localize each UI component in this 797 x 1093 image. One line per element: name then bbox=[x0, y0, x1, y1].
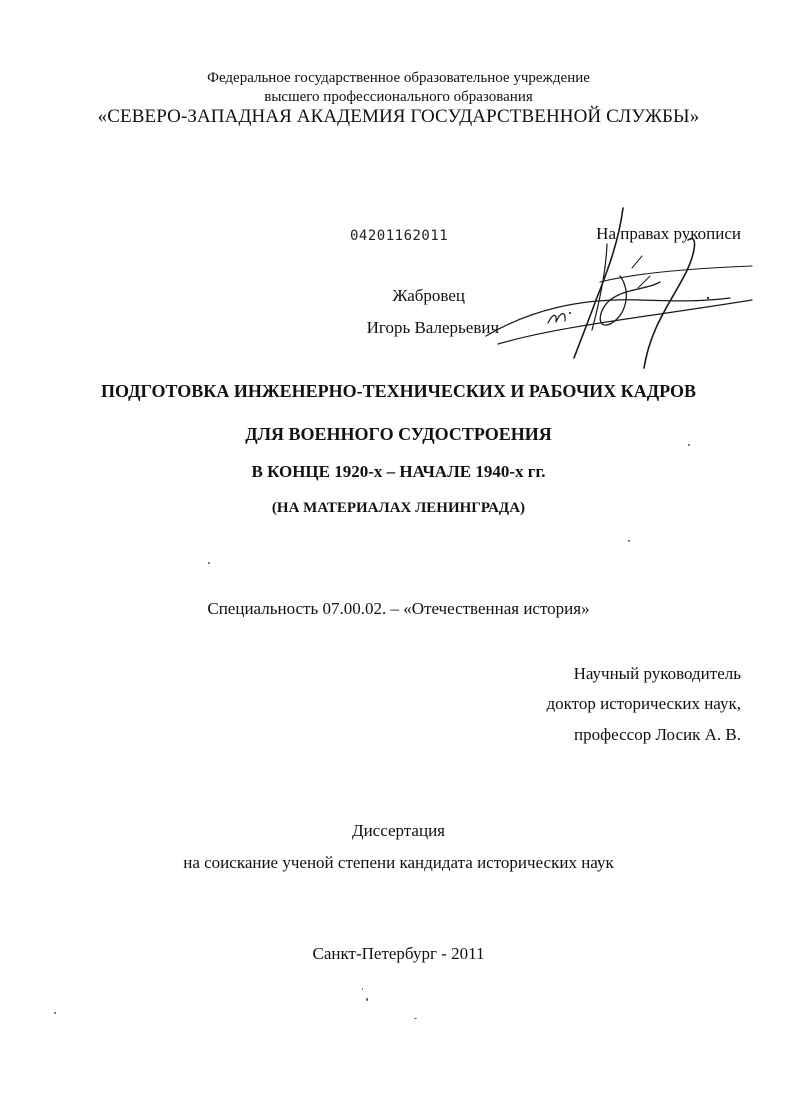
supervisor-degree: доктор исторических наук, bbox=[546, 694, 741, 713]
scan-speck bbox=[414, 1018, 417, 1019]
dissertation-title-line-1: ПОДГОТОВКА ИНЖЕНЕРНО-ТЕХНИЧЕСКИХ И РАБОЧИХ КАДРОВ bbox=[101, 381, 696, 401]
city-and-year: Санкт-Петербург - 2011 bbox=[312, 944, 485, 963]
supervisor-role: Научный руководитель bbox=[573, 664, 741, 683]
dissertation-title-line-3: В КОНЦЕ 1920-х – НАЧАЛЕ 1940-х гг. bbox=[251, 462, 546, 481]
document-number: 04201162011 bbox=[350, 228, 449, 244]
scan-speck bbox=[362, 988, 363, 990]
work-purpose: на соискание ученой степени кандидата исторических наук bbox=[183, 853, 614, 872]
author-surname: Жабровец bbox=[392, 286, 465, 305]
manuscript-rights-note: На правах рукописи bbox=[596, 224, 741, 243]
scan-speck bbox=[688, 444, 690, 446]
institution-line-2: высшего профессионального образования bbox=[264, 89, 533, 105]
specialty-line: Специальность 07.00.02. – «Отечественная история» bbox=[207, 599, 590, 618]
scan-speck bbox=[366, 998, 368, 1001]
supervisor-name: профессор Лосик А. В. bbox=[574, 725, 741, 744]
institution-line-1: Федеральное государственное образовательное учреждение bbox=[207, 70, 590, 86]
scan-speck bbox=[208, 562, 210, 564]
author-given-names: Игорь Валерьевич bbox=[366, 318, 499, 337]
work-type: Диссертация bbox=[351, 821, 445, 840]
scan-speck bbox=[628, 540, 630, 542]
scan-speck bbox=[54, 1012, 56, 1014]
dissertation-title-line-2: ДЛЯ ВОЕННОГО СУДОСТРОЕНИЯ bbox=[245, 424, 552, 444]
institution-name: «СЕВЕРО-ЗАПАДНАЯ АКАДЕМИЯ ГОСУДАРСТВЕННОЙ СЛУЖБЫ» bbox=[97, 106, 700, 127]
dissertation-subtitle: (НА МАТЕРИАЛАХ ЛЕНИНГРАДА) bbox=[271, 500, 526, 516]
